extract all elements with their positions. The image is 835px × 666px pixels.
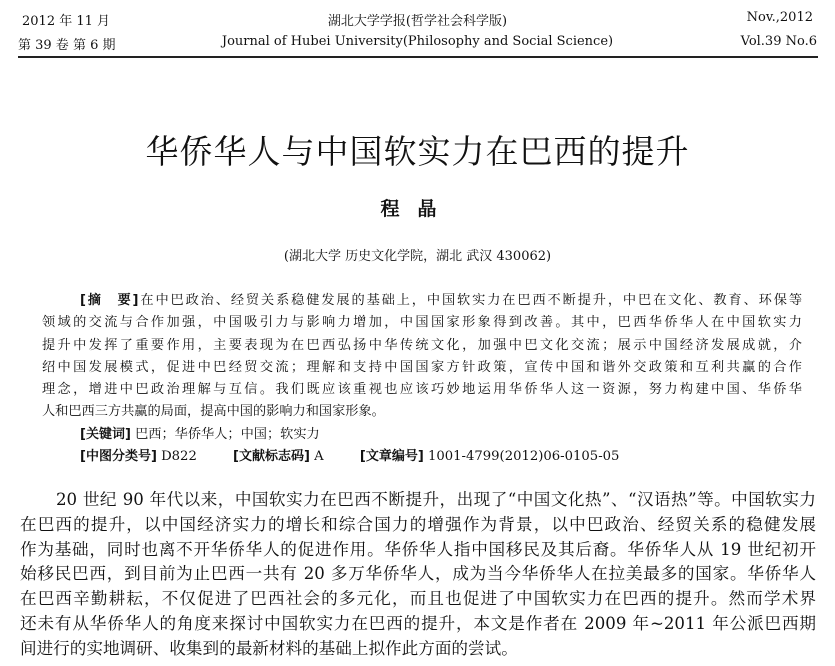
- keywords-value: 巴西；华侨华人；中国；软实力: [135, 426, 320, 442]
- doc-code-value: A: [314, 449, 324, 465]
- classification-line: [42, 446, 802, 468]
- abstract-line: [摘 要]在中巴政治、经贸关系稳健发展的基础上，中国软实力在巴西不断提升，中巴在文化、教育、环保等: [80, 293, 803, 308]
- keywords-line: [42, 424, 802, 446]
- issue-date-cn: 2012 年 11 月: [22, 14, 111, 29]
- author-name: 程晶: [380, 198, 455, 220]
- body-line: 在巴西辛勤耕耘，不仅促进了巴西社会的多元化，而且也促进了中国软实力在巴西的提升。然而学术界: [20, 589, 816, 609]
- volume-en: Vol.39 No.6: [740, 34, 817, 49]
- abstract-line: 人和巴西三方共赢的局面，提高中国的影响力和国家形象。: [42, 404, 385, 420]
- abstract-line: 理念，增进中巴政治理解与互信。我们既应该重视也应该巧妙地运用华侨华人这一资源，努力构建中国、华侨华: [42, 382, 802, 398]
- abstract-line: 提升中发挥了重要作用，主要表现为在巴西弘扬中华传统文化，加强中巴文化交流；展示中国经济发展成就，介: [42, 337, 802, 353]
- author-affiliation: (湖北大学 历史文化学院，湖北 武汉 430062): [283, 249, 552, 264]
- journal-name-cn: 湖北大学学报(哲学社会科学版): [327, 14, 508, 29]
- body-line: 在巴西的提升，以中国经济实力的增长和综合国力的增强作为背景，以中巴政治、经贸关系的稳健发展: [20, 514, 816, 534]
- body-line: 20 世纪 90 年代以来，中国软实力在巴西不断提升，出现了“中国文化热”、“汉语热”等。中国软实力: [56, 490, 816, 509]
- header-rule: [18, 56, 818, 58]
- paper-title: 华侨华人与中国软实力在巴西的提升: [145, 132, 690, 171]
- volume-cn: 第 39 卷 第 6 期: [18, 38, 116, 53]
- classification-label: [中图分类号]: [80, 449, 157, 465]
- abstract-line: 领域的交流与合作加强，中国吸引力与影响力增加，中国国家形象得到改善。其中，巴西华侨华人在中国软实力: [42, 315, 802, 331]
- body-line: 作为基础，同时也离不开华侨华人的促进作用。华侨华人指中国移民及其后裔。华侨华人从 19 世纪初开: [20, 539, 816, 559]
- abstract-section: [42, 290, 802, 468]
- doc-code-label: [文献标志码]: [233, 449, 310, 465]
- article-number-label: [文章编号]: [359, 449, 424, 465]
- body-line: 还未有从华侨华人的角度来探讨中国软实力在巴西的提升，本文是作者在 2009 年~2011 年公派巴西期: [20, 613, 816, 633]
- body-line: 始移民巴西，到目前为止巴西一共有 20 多万华侨华人，成为当今华侨华人在拉美最多的国家。华侨华人: [20, 564, 816, 584]
- issue-date-en: Nov.,2012: [746, 10, 813, 25]
- body-line: 间进行的实地调研、收集到的最新材料的基础上拟作此方面的尝试。: [20, 638, 518, 658]
- article-number-value: 1001-4799(2012)06-0105-05: [427, 449, 620, 465]
- abstract-line: 绍中国发展模式，促进中巴经贸交流；理解和支持中国国家方针政策，宣传中国和谐外交政策和互利共赢的合作: [42, 359, 802, 375]
- classification-value: D822: [161, 449, 197, 465]
- keywords-label: [关键词]: [80, 426, 131, 442]
- journal-name-en: Journal of Hubei University(Philosophy and Social Science): [221, 34, 614, 49]
- abstract-label: [摘 要]: [80, 293, 139, 308]
- body-paragraph: [20, 488, 816, 662]
